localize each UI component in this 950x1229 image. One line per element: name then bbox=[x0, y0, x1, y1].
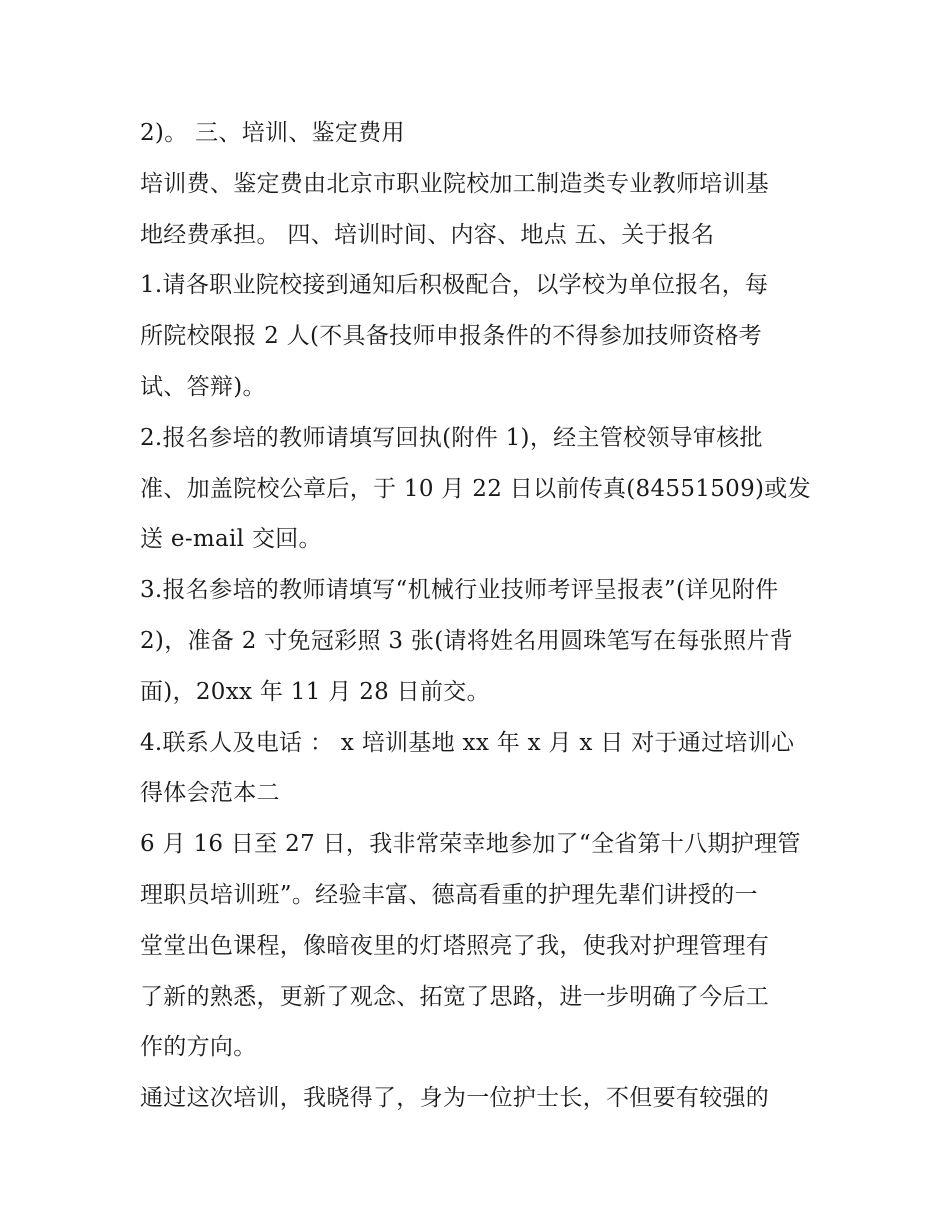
text-line: 4.联系人及电话 ： x 培训基地 xx 年 x 月 x 日 对于通过培训心 bbox=[140, 729, 795, 756]
text-line: 2.报名参培的教师请填写回执(附件 1)，经主管校领导审核批 bbox=[140, 424, 763, 451]
text-line: 3.报名参培的教师请填写“机械行业技师考评呈报表”(详见附件 bbox=[140, 577, 779, 604]
text-line: 培训费、鉴定费由北京市职业院校加工制造类专业教师培训基 bbox=[140, 170, 770, 197]
text-line: 得体会范本二 bbox=[140, 780, 280, 807]
text-line: 作的方向。 bbox=[140, 1034, 257, 1061]
text-line: 试、答辩)。 bbox=[140, 373, 266, 400]
text-line: 送 e-mail 交回。 bbox=[140, 526, 322, 553]
text-line: 2)，准备 2 寸免冠彩照 3 张(请将姓名用圆珠笔写在每张照片背 bbox=[140, 627, 793, 654]
text-line: 堂堂出色课程，像暗夜里的灯塔照亮了我，使我对护理管理有 bbox=[140, 932, 770, 959]
text-line: 面)，20xx 年 11 月 28 日前交。 bbox=[140, 678, 490, 705]
text-line: 准、加盖院校公章后，于 10 月 22 日以前传真(84551509)或发 bbox=[140, 475, 811, 502]
text-line: 所院校限报 2 人(不具备技师申报条件的不得参加技师资格考 bbox=[140, 323, 762, 350]
text-line: 理职员培训班”。经验丰富、德高看重的护理先辈们讲授的一 bbox=[140, 881, 758, 908]
document-body bbox=[140, 108, 820, 1124]
text-line: 了新的熟悉，更新了观念、拓宽了思路，进一步明确了今后工 bbox=[140, 983, 770, 1010]
text-line: 6 月 16 日至 27 日，我非常荣幸地参加了“全省第十八期护理管 bbox=[140, 831, 801, 858]
text-line: 地经费承担。 四、培训时间、内容、地点 五、关于报名 bbox=[140, 221, 715, 248]
text-line: 2)。 三、培训、鉴定费用 bbox=[140, 120, 405, 146]
text-line: 通过这次培训，我晓得了，身为一位护士长，不但要有较强的 bbox=[140, 1085, 770, 1112]
text-line: 1.请各职业院校接到通知后积极配合，以学校为单位报名，每 bbox=[140, 272, 769, 299]
